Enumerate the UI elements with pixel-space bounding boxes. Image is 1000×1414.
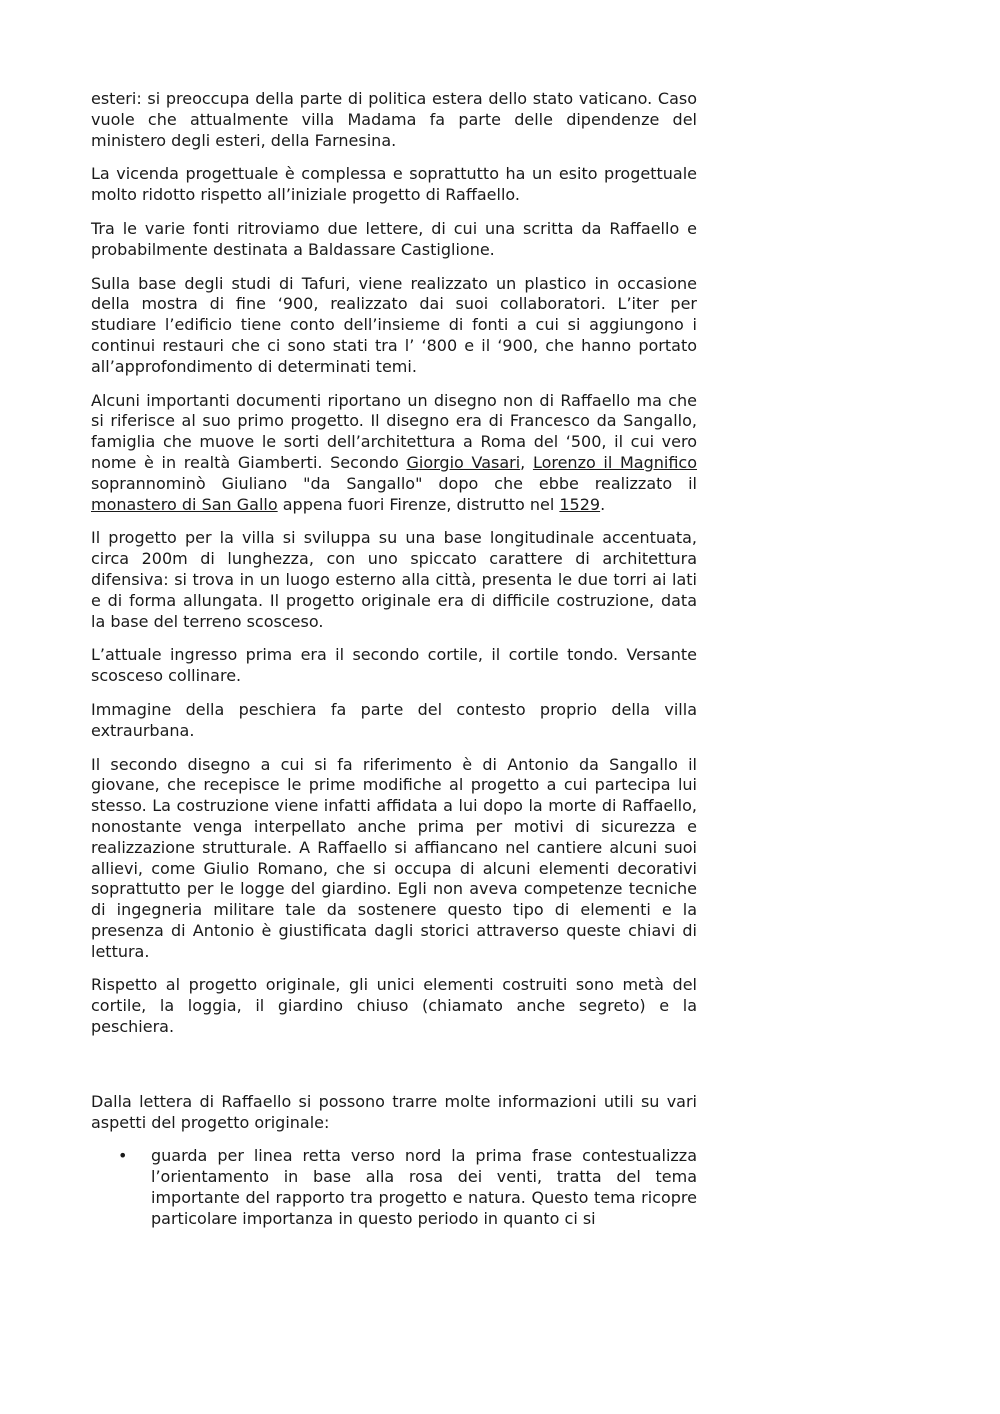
paragraph-text: . [600,494,606,514]
paragraph-entrance: L’attuale ingresso prima era il secondo cortile, il cortile tondo. Versante scosceso collinare. [91,645,697,686]
paragraph-text: Alcuni importanti documenti riportano un disegno non di Raffaello ma che si riferisce al suo primo progetto. Il disegno era di Francesco da Sangallo, famiglia che muove le sorti dell’architettura a Roma del ‘500, il cui vero nome è in realtà Giamberti. Secondo [91,390,697,472]
spacer [91,1051,697,1092]
paragraph-built-elements: Rispetto al progetto originale, gli unici elementi costruiti sono metà del cortile, la loggia, il giardino chiuso (chiamato anche segreto) e la peschiera. [91,975,697,1037]
link-giorgio-vasari[interactable]: Giorgio Vasari [406,452,521,472]
paragraph-text: soprannominò Giuliano "da Sangallo" dopo che ebbe realizzato il [91,473,697,493]
paragraph-design-history: La vicenda progettuale è complessa e soprattutto ha un esito progettuale molto ridotto rispetto all’iniziale progetto di Raffaello. [91,164,697,205]
bullet-list [91,1146,697,1229]
paragraph-text: , [520,452,533,472]
paragraph-sangallo [91,391,697,516]
paragraph-foreign-affairs: esteri: si preoccupa della parte di politica estera dello stato vaticano. Caso vuole che attualmente villa Madama fa parte delle dipendenze del ministero degli esteri, della Farnesina. [91,89,697,150]
bullet-icon: • [118,1146,128,1166]
paragraph-text: appena fuori Firenze, distrutto nel [277,494,560,514]
list-item-text: guarda per linea retta verso nord la prima frase contestualizza l’orientamento in base alla rosa dei venti, tratta del tema importante del rapporto tra progetto e natura. Questo tema ricopre particolare importanza in questo periodo in quanto ci si [151,1146,697,1228]
paragraph-peschiera: Immagine della peschiera fa parte del contesto proprio della villa extraurbana. [91,699,697,740]
link-monastero-san-gallo[interactable]: monastero di San Gallo [91,494,278,514]
paragraph-villa-plan: Il progetto per la villa si sviluppa su una base longitudinale accentuata, circa 200m di lunghezza, con uno spiccato carattere di architettura difensiva: si trova in un luogo esterno alla città, presenta le due torri ai lati e di forma allungata. Il progetto originale era di difficile costruzione, data la base del terreno scosceso. [91,528,697,631]
paragraph-raffaello-letter: Dalla lettera di Raffaello si possono trarre molte informazioni utili su vari aspetti del progetto originale: [91,1091,697,1132]
link-1529[interactable]: 1529 [559,494,601,514]
paragraph-second-drawing: Il secondo disegno a cui si fa riferimento è di Antonio da Sangallo il giovane, che recepisce le prime modifiche al progetto a cui partecipa lui stesso. La costruzione viene infatti affidata a lui dopo la morte di Raffaello, nonostante venga interpellato anche prima per motivi di sicurezza e realizzazione strutturale. A Raffaello si affiancano nel cantiere alcuni suoi allievi, come Giulio Romano, che si occupa di alcuni elementi decorativi soprattutto per le logge del giardino. Egli non aveva competenze tecniche di ingegneria militare tale da sostenere questo tipo di elementi e la presenza di Antonio è giustificata dagli storici attraverso queste chiavi di lettura. [91,754,697,961]
link-lorenzo-il-magnifico[interactable]: Lorenzo il Magnifico [532,452,698,472]
paragraph-sources: Tra le varie fonti ritroviamo due lettere, di cui una scritta da Raffaello e probabilmente destinata a Baldassare Castiglione. [91,218,697,259]
document-page [91,89,697,1230]
paragraph-tafuri-model: Sulla base degli studi di Tafuri, viene realizzato un plastico in occasione della mostra di fine ‘900, realizzato dai suoi collaboratori. L’iter per studiare l’edificio tiene conto dell’insieme di fonti a cui si aggiungono i continui restauri che ci sono stati tra l’ ‘800 e il ‘900, che hanno portato all’approfondimento di determinati temi. [91,273,697,376]
list-item [91,1146,697,1229]
